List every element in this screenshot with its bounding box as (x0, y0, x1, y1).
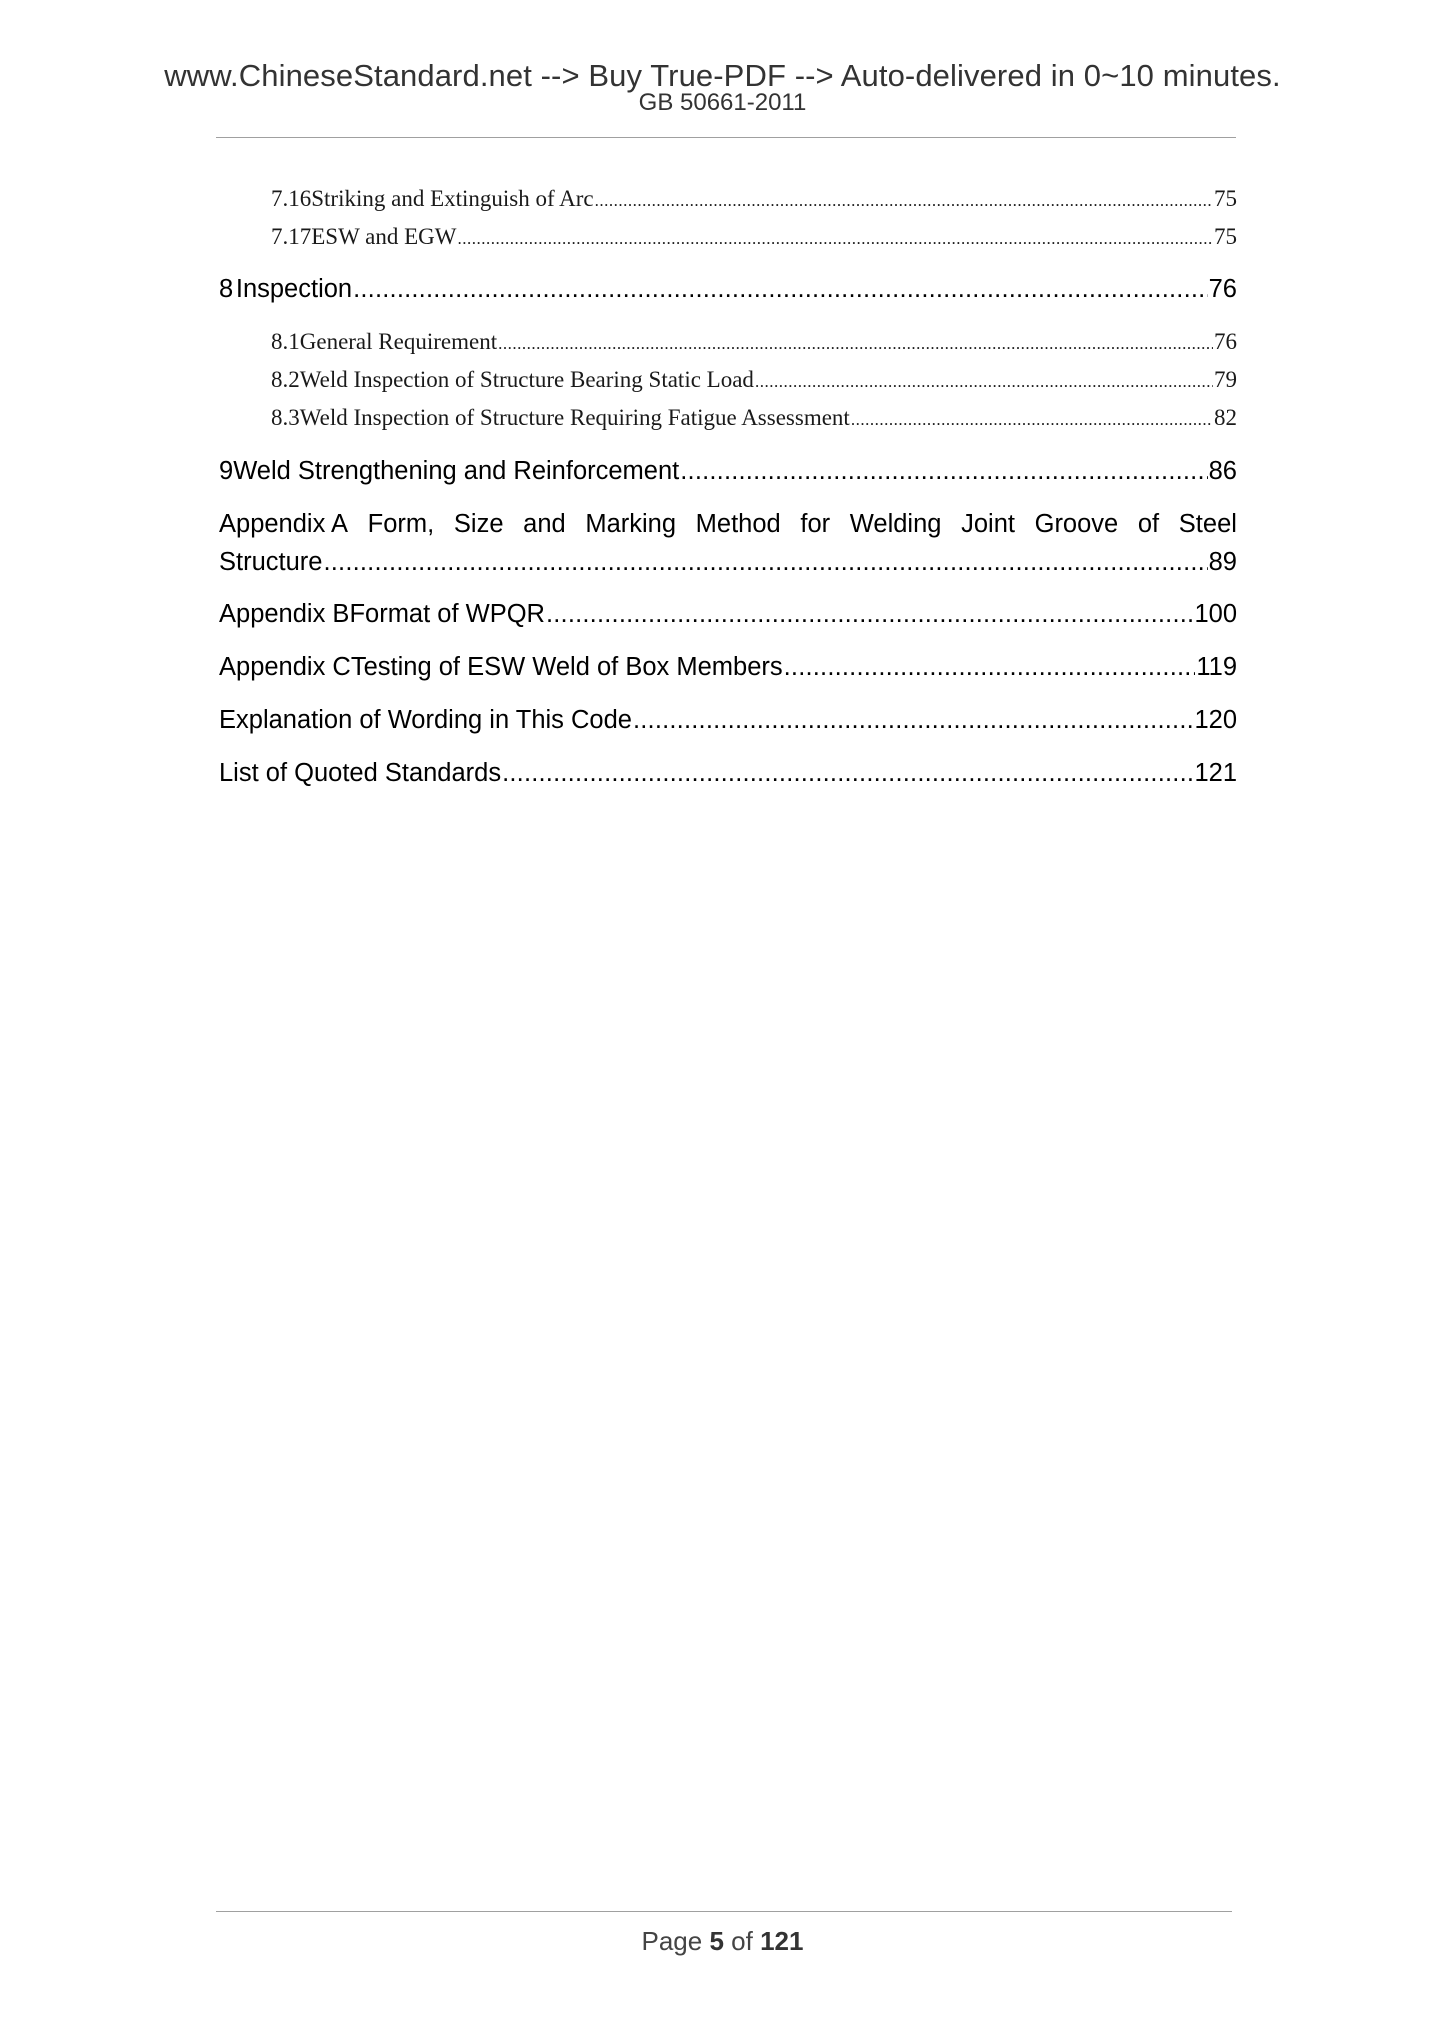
toc-leader (323, 548, 1207, 577)
page-of: of (731, 1926, 753, 1956)
toc-number: 8.1 (271, 329, 300, 354)
toc-title-word: Size (453, 510, 504, 538)
footer-divider (216, 1911, 1232, 1912)
toc-number: 8 (219, 275, 234, 303)
toc-entry-appendix-a[interactable] (219, 510, 1237, 539)
toc-title-word: Welding (849, 510, 942, 538)
toc-entry-7-17[interactable] (219, 224, 1237, 250)
toc-title: General Requirement (299, 329, 498, 354)
toc-leader (755, 372, 1213, 392)
toc-page: 76 (1214, 329, 1237, 354)
toc-leader (498, 334, 1213, 354)
header-divider (216, 137, 1236, 138)
toc-leader (680, 457, 1207, 486)
toc-page: 119 (1196, 653, 1237, 681)
toc-title-word: Marking (585, 510, 677, 538)
toc-title-word: and (523, 510, 566, 538)
toc-appendix-label: Appendix B (219, 600, 350, 628)
toc-page: 75 (1214, 224, 1237, 249)
toc-page: 79 (1214, 367, 1237, 392)
toc-entry-9[interactable] (219, 457, 1237, 486)
toc-title: Format of WPQR (349, 600, 545, 628)
toc-number: 7.17 (271, 224, 312, 249)
toc-title: Testing of ESW Weld of Box Members (350, 653, 783, 681)
toc-number: 8.2 (271, 367, 300, 392)
toc-entry-8-2[interactable] (219, 367, 1237, 393)
toc-title: Weld Inspection of Structure Bearing Static Load (299, 367, 754, 392)
toc-title-word: for (800, 510, 831, 538)
toc-entry-appendix-c[interactable] (219, 653, 1237, 682)
toc-leader (784, 653, 1196, 682)
toc-appendix-label: Appendix C (219, 653, 351, 681)
toc-entry-8-1[interactable] (219, 329, 1237, 355)
toc-title: List of Quoted Standards (219, 759, 502, 787)
toc-title-word: Form, (367, 510, 435, 538)
toc-entry-8-3[interactable] (219, 405, 1237, 431)
toc-page: 120 (1194, 706, 1237, 734)
toc-title: Inspection (235, 275, 353, 303)
toc-page: 82 (1214, 405, 1237, 430)
document-code: GB 50661-2011 (638, 89, 807, 116)
site-banner: www.ChineseStandard.net --> Buy True-PDF --> Auto-delivered in 0~10 minutes. (164, 58, 1281, 93)
toc-entry-8[interactable] (219, 275, 1237, 304)
toc-leader (502, 759, 1193, 788)
toc-number: 8.3 (271, 405, 300, 430)
toc-page: 86 (1208, 457, 1237, 485)
toc-page: 89 (1208, 548, 1237, 576)
toc-entry-quoted-standards[interactable] (219, 759, 1237, 788)
toc-page: 76 (1208, 275, 1237, 303)
toc-title-word: Joint (961, 510, 1015, 538)
toc-entry-7-16[interactable] (219, 186, 1237, 212)
toc-title: Structure (219, 548, 323, 576)
page-indicator (0, 1926, 1445, 1957)
toc-title-word: Method (695, 510, 781, 538)
toc-title: Weld Strengthening and Reinforcement (233, 457, 680, 485)
toc-title-word: Groove (1034, 510, 1119, 538)
toc-entry-appendix-a-continued[interactable] (219, 548, 1237, 577)
toc-leader (851, 410, 1213, 430)
total-page-count: 121 (760, 1926, 804, 1956)
toc-title: Striking and Extinguish of Arc (311, 186, 594, 211)
toc-leader (633, 706, 1193, 735)
toc-entry-wording[interactable] (219, 706, 1237, 735)
toc-appendix-label: Appendix A (219, 510, 349, 538)
current-page-number: 5 (709, 1926, 724, 1956)
toc-title-word: of (1137, 510, 1160, 538)
toc-leader (546, 600, 1193, 629)
toc-number: 7.16 (271, 186, 312, 211)
toc-title-word: Steel (1178, 510, 1237, 538)
toc-title: Weld Inspection of Structure Requiring Fatigue Assessment (299, 405, 850, 430)
toc-entry-appendix-b[interactable] (219, 600, 1237, 629)
toc-leader (595, 191, 1213, 211)
toc-page: 75 (1214, 186, 1237, 211)
toc-title: ESW and EGW (311, 224, 457, 249)
toc-title: Explanation of Wording in This Code (219, 706, 632, 734)
toc-page: 100 (1194, 600, 1237, 628)
toc-leader (457, 229, 1213, 249)
page-prefix: Page (641, 1926, 703, 1956)
toc-number: 9 (219, 457, 234, 485)
toc-page: 121 (1194, 759, 1237, 787)
toc-leader (353, 275, 1208, 304)
